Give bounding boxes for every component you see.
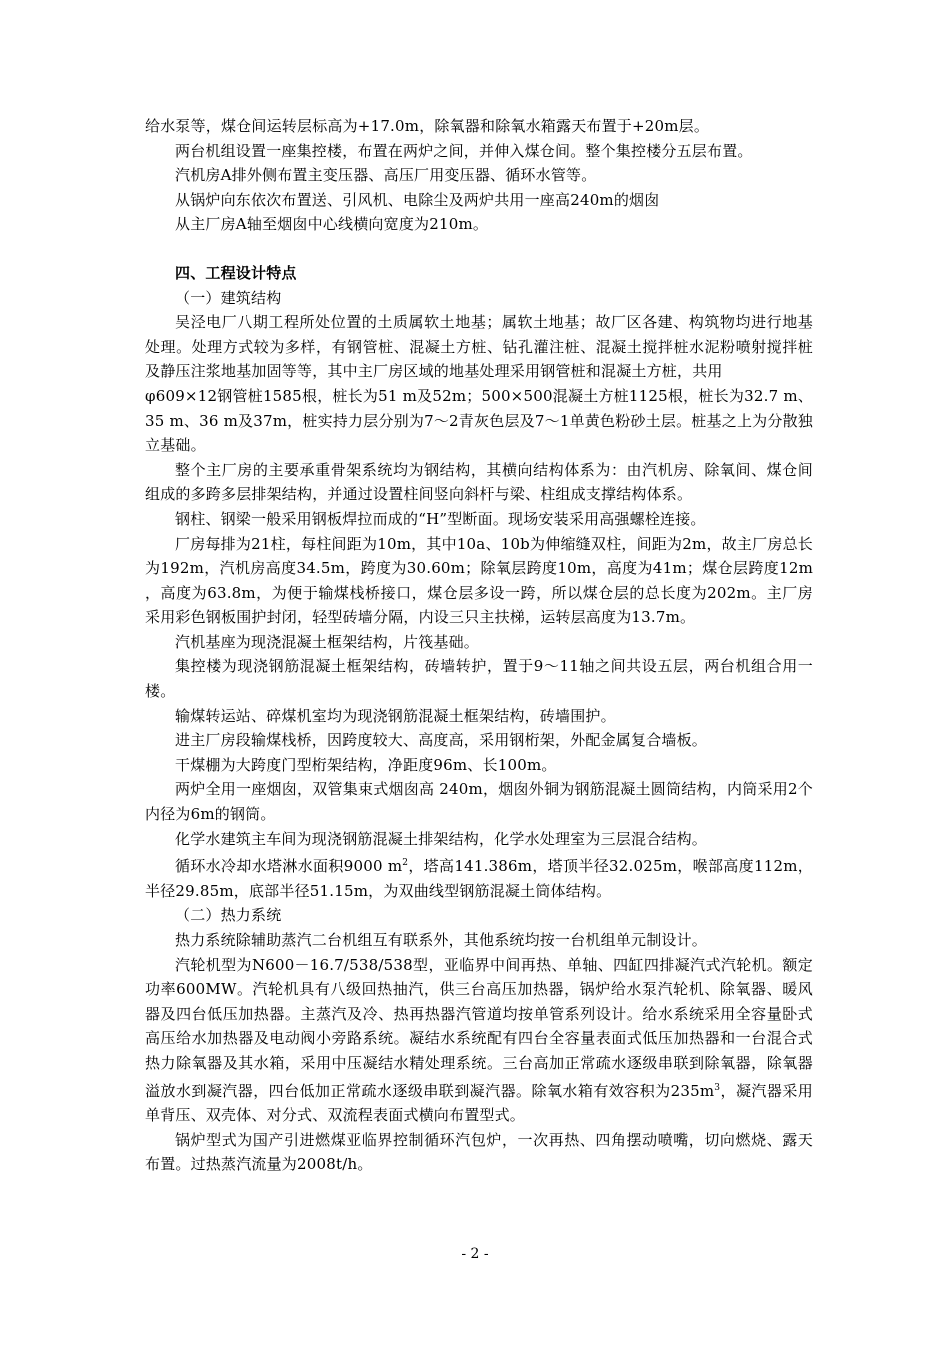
- superscript: 2: [402, 858, 409, 869]
- paragraph: 两炉全用一座烟囱，双管集束式烟囱高 240m，烟囱外铜为钢筋混凝土圆筒结构，内筒采用2个内径为6m的钢筒。: [145, 780, 813, 824]
- paragraph: 输煤转运站、碎煤机室均为现浇钢筋混凝土框架结构，砖墙围护。: [175, 706, 616, 725]
- paragraph: 进主厂房段输煤栈桥，因跨度较大、高度高，采用钢桁架，外配金属复合墙板。: [175, 731, 708, 750]
- paragraph: 汽机基座为现浇混凝土框架结构，片筏基础。: [175, 632, 480, 651]
- spacer: [145, 237, 813, 261]
- paragraph: 两台机组设置一座集控楼，布置在两炉之间，并伸入煤仓间。整个集控楼分五层布置。: [175, 141, 753, 160]
- subsection-heading: （一）建筑结构: [175, 288, 282, 307]
- document-body: [145, 114, 813, 1177]
- superscript: 3: [714, 1082, 721, 1093]
- paragraph: 汽机房A排外侧布置主变压器、高压厂用变压器、循环水管等。: [175, 166, 597, 185]
- subsection-heading: （二）热力系统: [175, 906, 282, 925]
- text-run: 汽轮机型为N600－16.7/538/538型，亚临界中间再热、单轴、四缸四排凝汽式汽轮机。额定功率600MW。汽轮机具有八级回热抽汽，供三台高压加热器，锅炉给水泵汽轮机、除氧器、暖风器及四台低压加热器。主蒸汽及冷、热再热器汽管道均按单管系列设计。给水系统采用全容量卧式高压给水加热器及电动阀小旁路系统。凝结水系统配有四台全容量表面式低压加热器和一台混合式热力除氧器及其水箱，采用中压凝结水精处理系统。三台高加正常疏水逐级串联到除氧器，除氧器溢放水到凝汽器，四台低加正常疏水逐级串联到凝汽器。除氧水箱有效容积为235m: [145, 955, 813, 1100]
- paragraph: [145, 851, 813, 903]
- paragraph: 化学水建筑主车间为现浇钢筋混凝土排架结构，化学水处理室为三层混合结构。: [175, 829, 708, 848]
- section-heading: 四、工程设计特点: [175, 263, 297, 282]
- paragraph: 钢柱、钢梁一般采用钢板焊拉而成的“H”型断面。现场安装采用高强螺栓连接。: [175, 509, 706, 528]
- paragraph: 厂房每排为21柱，每柱间距为10m，其中10a、10b为伸缩缝双柱，间距为2m，故主厂房总长为192m，汽机房高度34.5m，跨度为30.60m；除氧层跨度10m，高度为41m；煤仓层跨度12m ，高度为63.8m，为便于输煤栈桥接口，煤仓层多设一跨，所以煤仓层的总长度为202m。主厂房采用彩色钢板围护封闭，轻型砖墙分隔，内设三只主扶梯，运转层高度为13.7m。: [145, 534, 813, 627]
- paragraph: 给水泵等，煤仓间运转层标高为+17.0m，除氧器和除氧水箱露天布置于+20m层。: [145, 117, 710, 135]
- paragraph: 从锅炉向东依次布置送、引风机、电除尘及两炉共用一座高240m的烟囱: [175, 190, 660, 209]
- paragraph: 热力系统除辅助蒸汽二台机组互有联系外，其他系统均按一台机组单元制设计。: [175, 931, 708, 949]
- paragraph: 吴泾电厂八期工程所处位置的土质属软土地基；属软土地基；故厂区各建、构筑物均进行地基处理。处理方式较为多样，有钢管桩、混凝土方桩、钻孔灌注桩、混凝土搅拌桩水泥粉喷射搅拌桩及静压注浆地基加固等等，其中主厂房区域的地基处理采用钢管桩和混凝土方桩，共用: [145, 313, 813, 381]
- paragraph: φ609×12钢管桩1585根，桩长为51 m及52m；500×500混凝土方桩1125根，桩长为32.7 m、35 m、36 m及37m，桩实持力层分别为7～2青灰色层及7～1单黄色粉砂土层。桩基之上为分散独立基础。: [145, 386, 813, 455]
- text-run: 循环水冷却水塔淋水面积9000 m: [175, 857, 403, 876]
- paragraph: 锅炉型式为国产引进燃煤亚临界控制循环汽包炉，一次再热、四角摆动喷嘴，切向燃烧、露天布置。过热蒸汽流量为2008t/h。: [145, 1130, 813, 1174]
- paragraph: [145, 953, 813, 1128]
- paragraph: 干煤棚为大跨度门型桁架结构，净距度96m、长100m。: [175, 755, 557, 774]
- page-number: - 2 -: [461, 1246, 489, 1262]
- paragraph: 整个主厂房的主要承重骨架系统均为钢结构，其横向结构体系为：由汽机房、除氧间、煤仓间组成的多跨多层排架结构，并通过设置柱间竖向斜杆与梁、柱组成支撑结构体系。: [145, 460, 813, 504]
- paragraph: 从主厂房A轴至烟囱中心线横向宽度为210m。: [175, 215, 489, 234]
- text-run: ，塔高141.386m，塔顶半径32.025m，喉部高度112m，半径29.85m，底部半径51.15m，为双曲线型钢筋混凝土筒体结构。: [145, 857, 813, 900]
- text-run: ，凝汽器采用单背压、双壳体、对分式、双流程表面式横向布置型式。: [145, 1081, 813, 1125]
- paragraph: 集控楼为现浇钢筋混凝土框架结构，砖墙转护，置于9～11轴之间共设五层，两台机组合用一楼。: [145, 657, 813, 701]
